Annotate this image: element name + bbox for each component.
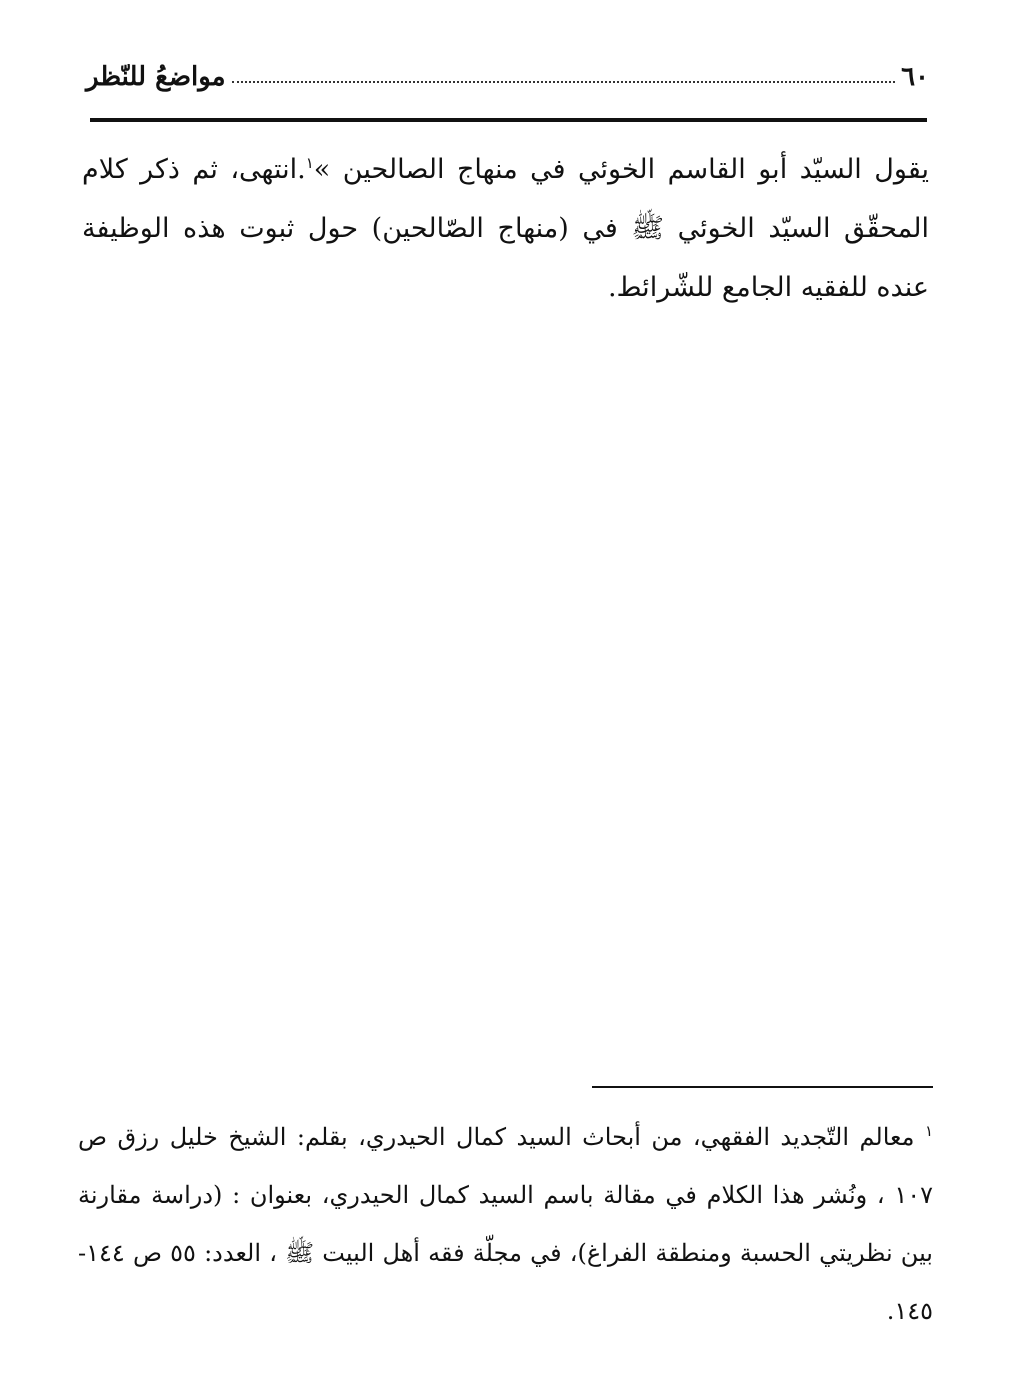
- page-header: [86, 52, 929, 92]
- footnote-text: معالم التّجديد الفقهي، من أبحاث السيد كمال الحيدري، بقلم: الشيخ خليل رزق ص ١٠٧ ، ونُشر هذا الكلام في مقالة باسم السيد كمال الحيدري، بعنوان : (دراسة مقارنة بين نظريتي الحسبة ومنطقة الفراغ)، في مجلّة فقه أهل البيت ﷺ ، العدد: ٥٥ ص ١٤٤- ١٤٥.: [78, 1123, 933, 1325]
- body-text-start: يقول السيّد أبو القاسم الخوئي في منهاج الصالحين »: [313, 154, 929, 185]
- footnote-reference[interactable]: ١: [305, 154, 314, 172]
- footnote-rule: [592, 1086, 933, 1088]
- body-text-end: .انتهى، ثم ذكر كلام المحقّق السيّد الخوئي ﷺ في (منهاج الصّالحين) حول ثبوت هذه الوظيفة عنده للفقيه الجامع للشّرائط.: [82, 154, 929, 303]
- footnote-marker: ١: [924, 1122, 933, 1140]
- header-rule: [90, 118, 927, 122]
- dotted-leader: [232, 81, 895, 83]
- body-paragraph: [82, 140, 929, 317]
- running-title: مواضعُ للنّظر: [86, 62, 226, 92]
- footnote: [78, 1108, 933, 1340]
- page-number: ٦٠: [901, 62, 929, 92]
